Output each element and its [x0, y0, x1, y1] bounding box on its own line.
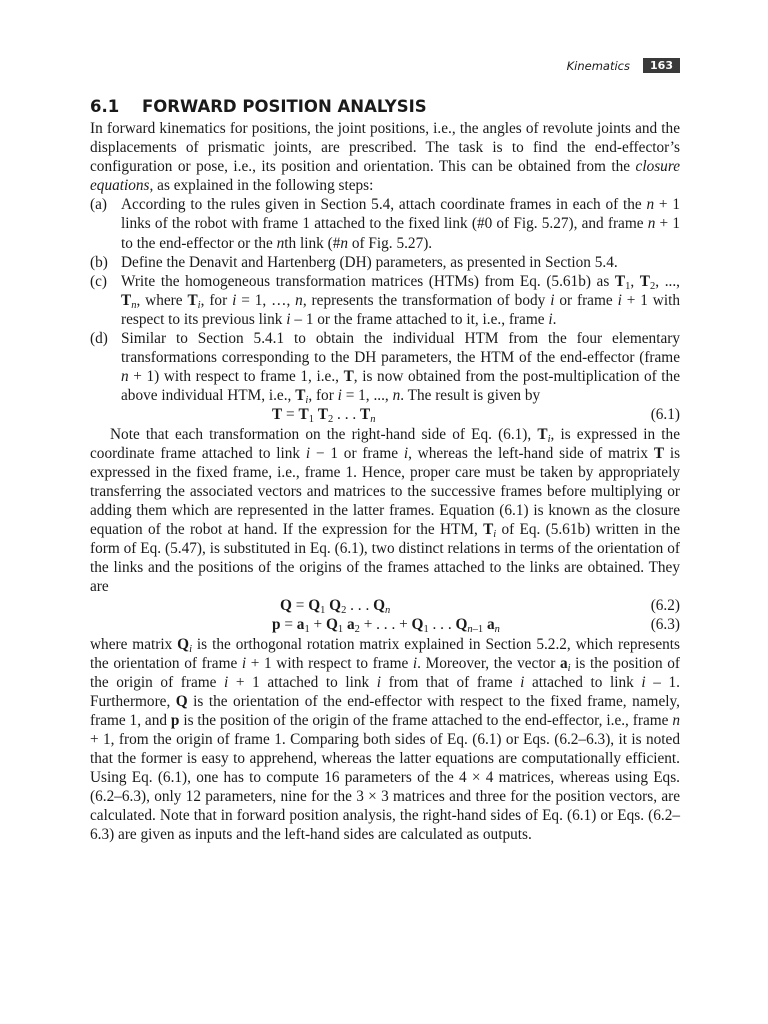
list-marker: (d)	[90, 330, 108, 348]
equation-6-3	[90, 615, 680, 634]
list-marker: (c)	[90, 272, 107, 290]
page-number: 163	[643, 58, 680, 73]
list-item	[90, 195, 680, 252]
list-marker: (b)	[90, 253, 108, 271]
section-number: 6.1	[90, 97, 120, 116]
equation-number: (6.2)	[650, 597, 680, 615]
note-paragraph: Note that each transformation on the right-hand side of Eq. (6.1), $T_i$, is expressed in the coordinate frame attached to link i − 1 or frame i, whereas the left-hand side of matrix T is expressed in the fixed frame, i.e., frame 1. Hence, proper care must be taken by appropriately transferring the associated vectors and matrices to the successive frames before multiplying or adding them which are represented in the latter frames. Equation (6.1) is known as the closure equation of the robot at hand. If the expression for the HTM, $T_i$ of Eq. (5.61b) written in the form of Eq. (5.47), is substituted in Eq. (6.1), two distinct relations in terms of the orientation of the links and the positions of the origins of the frames attached to the links are obtained. They are	[90, 425, 681, 596]
list-item-text: According to the rules given in Section 5.4, attach coordinate frames in each of the n + 1 links of the robot with frame 1 attached to the fixed link (#0 of Fig. 5.27), and frame n + 1 to the end-effector or the nth link (#n of Fig. 5.27).	[121, 196, 680, 252]
equation-body: $T = T_1$ $T_2$ . . . $T_n$	[272, 406, 376, 426]
list-item	[90, 253, 680, 272]
list-marker: (a)	[90, 196, 107, 214]
equation-number: (6.1)	[650, 406, 680, 424]
equation-body: $Q = Q_1$ $Q_2$ . . . $Q_n$	[280, 597, 391, 617]
section-title: FORWARD POSITION ANALYSIS	[142, 97, 427, 116]
equation-6-2	[90, 596, 680, 615]
running-head-title: Kinematics	[566, 59, 630, 73]
list-item	[90, 272, 680, 329]
list-item-text: Write the homogeneous transformation matrices (HTMs) from Eq. (5.61b) as $T_1$, $T_2$, ..., $T_n$, where $T_i$, for i = 1, …, n, represents the transformation of body i or frame i + 1 with respect to its previous link i – 1 or the frame attached to it, i.e., frame i.	[121, 272, 680, 328]
running-head	[90, 56, 680, 76]
equation-6-1	[90, 405, 680, 424]
list-item-text: Similar to Section 5.4.1 to obtain the individual HTM from the four elementary transformations corresponding to the DH parameters, the HTM of the end-effector (frame n + 1) with respect to frame 1, i.e., T, is now obtained from the post-multiplication of the above individual HTM, i.e., $T_i$, for i = 1, ..., n. The result is given by	[121, 330, 680, 407]
intro-paragraph: In forward kinematics for positions, the joint positions, i.e., the angles of revolute joints and the displacements of prismatic joints, are prescribed. The task is to find the end-effector’s configuration or pose, i.e., its position and orientation. This can be obtained from the closure equations, as explained in the following steps:	[90, 120, 680, 195]
equation-number: (6.3)	[650, 616, 680, 634]
book-page	[90, 56, 680, 845]
section-heading	[90, 95, 680, 119]
equation-body: $p = a_1 + Q_1$ $a_2$ + . . . + $Q_1$ . . . $Q_{n-1}$ $a_n$	[272, 616, 500, 636]
list-item-text: Define the Denavit and Hartenberg (DH) parameters, as presented in Section 5.4.	[121, 253, 618, 271]
steps-list	[90, 195, 680, 405]
list-item	[90, 329, 680, 405]
final-paragraph: where matrix $Q_i$ is the orthogonal rotation matrix explained in Section 5.2.2, which represents the orientation of frame i + 1 with respect to frame i. Moreover, the vector $a_i$ is the position of the origin of frame i + 1 attached to link i from that of frame i attached to link i – 1. Furthermore, Q is the orientation of the end-effector with respect to the fixed frame, namely, frame 1, and p is the position of the origin of the frame attached to the end-effector, i.e., frame n + 1, from the origin of frame 1. Comparing both sides of Eq. (6.1) or Eqs. (6.2–6.3), it is noted that the former is easy to apprehend, whereas the latter equations are computationally efficient. Using Eq. (6.1), one has to compute 16 parameters of the 4 × 4 matrices, whereas using Eqs. (6.2–6.3), only 12 parameters, nine for the 3 × 3 matrices and three for the position vectors, are calculated. Note that in forward position analysis, the right-hand sides of Eq. (6.1) or Eqs. (6.2–6.3) are given as inputs and the left-hand sides are calculated as outputs.	[90, 635, 680, 844]
